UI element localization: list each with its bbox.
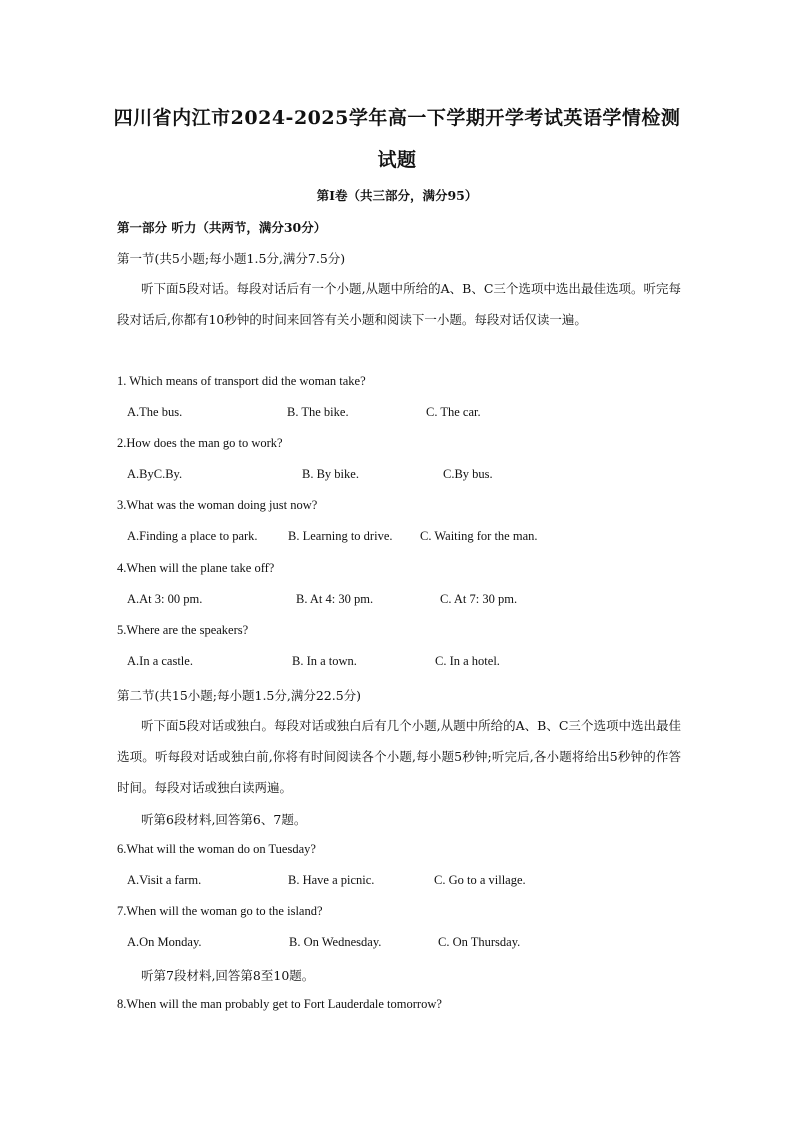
q1-option-c: C. The car. <box>426 405 481 419</box>
q4-option-c: C. At 7: 30 pm. <box>440 592 518 606</box>
question-5: 5.Where are the speakers? <box>117 623 249 637</box>
q1-option-a: A.The bus. <box>127 405 183 419</box>
q2-option-c: C.By bus. <box>443 467 493 481</box>
question-7: 7.When will the woman go to the island? <box>117 904 323 918</box>
section2-heading: 第二节(共15小题;每小题1.5分,满分22.5分) <box>117 688 362 703</box>
q2-option-b: B. By bike. <box>302 467 359 481</box>
q5-option-a: A.In a castle. <box>127 654 193 668</box>
q5-option-b: B. In a town. <box>292 654 357 668</box>
question-3: 3.What was the woman doing just now? <box>117 498 318 512</box>
q3-option-b: B. Learning to drive. <box>288 529 393 543</box>
q6-option-c: C. Go to a village. <box>434 873 526 887</box>
part1-heading: 第一部分 听力（共两节，满分30分） <box>117 220 327 235</box>
q5-option-c: C. In a hotel. <box>435 654 500 668</box>
question-8: 8.When will the man probably get to Fort Lauderdale tomorrow? <box>117 997 442 1011</box>
q6-option-a: A.Visit a farm. <box>127 873 202 887</box>
volume-heading: 第I卷（共三部分，满分95） <box>316 188 478 203</box>
q1-option-b: B. The bike. <box>287 405 349 419</box>
exam-title-cont: 试题 <box>377 149 417 171</box>
question-4: 4.When will the plane take off? <box>117 561 275 575</box>
q3-option-a: A.Finding a place to park. <box>127 529 258 543</box>
q3-option-c: C. Waiting for the man. <box>420 529 538 543</box>
q6-option-b: B. Have a picnic. <box>288 873 375 887</box>
question-1: 1. Which means of transport did the woman take? <box>117 374 366 388</box>
q2-option-a: A.ByC.By. <box>127 467 183 481</box>
question-2: 2.How does the man go to work? <box>117 436 283 450</box>
q7-option-a: A.On Monday. <box>127 935 202 949</box>
material-6-note: 听第6段材料,回答第6、7题。 <box>141 812 307 827</box>
q4-option-a: A.At 3: 00 pm. <box>127 592 203 606</box>
question-6: 6.What will the woman do on Tuesday? <box>117 842 316 856</box>
q4-option-b: B. At 4: 30 pm. <box>296 592 374 606</box>
q7-option-c: C. On Thursday. <box>438 935 521 949</box>
q7-option-b: B. On Wednesday. <box>289 935 382 949</box>
material-7-note: 听第7段材料,回答第8至10题。 <box>141 968 315 983</box>
section1-instructions: 听下面5段对话。每段对话后有一个小题,从题中所给的A、B、C三个选项中选出最佳选项。听完每段对话后,你都有10秒钟的时间来回答有关小题和阅读下一小题。每段对话仅读一遍。 <box>117 281 681 327</box>
section1-heading: 第一节(共5小题;每小题1.5分,满分7.5分) <box>117 251 346 266</box>
exam-title: 四川省内江市2024-2025学年高一下学期开学考试英语学情检测 <box>113 107 681 129</box>
section2-instructions: 听下面5段对话或独白。每段对话或独白后有几个小题,从题中所给的A、B、C三个选项中选出最佳选项。听每段对话或独白前,你将有时间阅读各个小题,每小题5秒钟;听完后,各小题将给出5秒钟的作答时间。每段对话或独白读两遍。 <box>117 718 681 795</box>
